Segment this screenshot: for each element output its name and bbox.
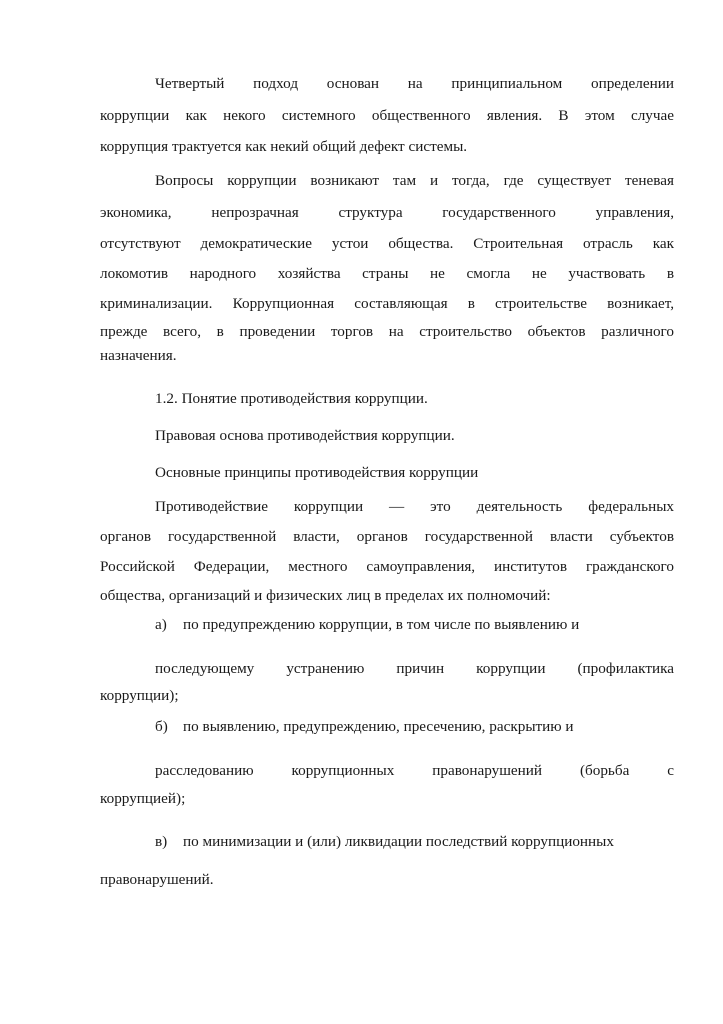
paragraph-2-line: локомотив народного хозяйства страны не смогла не участвовать в [100,265,674,282]
list-item-c [155,832,723,852]
paragraph-2-line: прежде всего, в проведении торгов на строительство объектов различного [100,323,674,340]
list-item-text: по предупреждению коррупции, в том числе по выявлению и [183,616,580,633]
paragraph-2-line: назначения. [100,347,177,364]
paragraph-2-line: криминализации. Коррупционная составляющая в строительстве возникает, [100,295,674,312]
list-item-text: по выявлению, предупреждению, пресечению, раскрытию и [183,718,574,735]
list-marker: в) [155,833,168,850]
list-item-text: по минимизации и (или) ликвидации последствий коррупционных [183,833,614,850]
legal-basis-heading: Правовая основа противодействия коррупции. [155,427,455,444]
paragraph-2-line: отсутствуют демократические устои общества. Строительная отрасль как [100,235,674,252]
list-item-b-continuation: расследованию коррупционных правонарушений (борьба с [155,762,674,779]
paragraph-3-line: общества, организаций и физических лиц в пределах их полномочий: [100,587,551,604]
list-item-a-continuation: последующему устранению причин коррупции (профилактика [155,660,674,677]
paragraph-2-line: экономика, непрозрачная структура государственного управления, [100,204,674,221]
section-heading: 1.2. Понятие противодействия коррупции. [155,390,428,407]
list-item-a [155,615,723,635]
list-item-c-continuation: правонарушений. [100,871,214,888]
paragraph-1-line: коррупция трактуется как некий общий дефект системы. [100,138,468,155]
paragraph-2-line: Вопросы коррупции возникают там и тогда, где существует теневая [155,172,674,189]
paragraph-3-line: Противодействие коррупции — это деятельность федеральных [155,498,674,515]
list-marker: а) [155,616,167,633]
list-item-b [155,717,723,737]
list-item-a-continuation: коррупции); [100,687,179,704]
list-item-b-continuation: коррупцией); [100,790,186,807]
list-marker: б) [155,718,168,735]
paragraph-1-line: коррупции как некого системного общественного явления. В этом случае [100,107,674,124]
principles-heading: Основные принципы противодействия коррупции [155,464,479,481]
paragraph-3-line: органов государственной власти, органов государственной власти субъектов [100,528,674,545]
paragraph-1-line: Четвертый подход основан на принципиальном определении [155,75,674,92]
paragraph-3-line: Российской Федерации, местного самоуправления, институтов гражданского [100,558,674,575]
